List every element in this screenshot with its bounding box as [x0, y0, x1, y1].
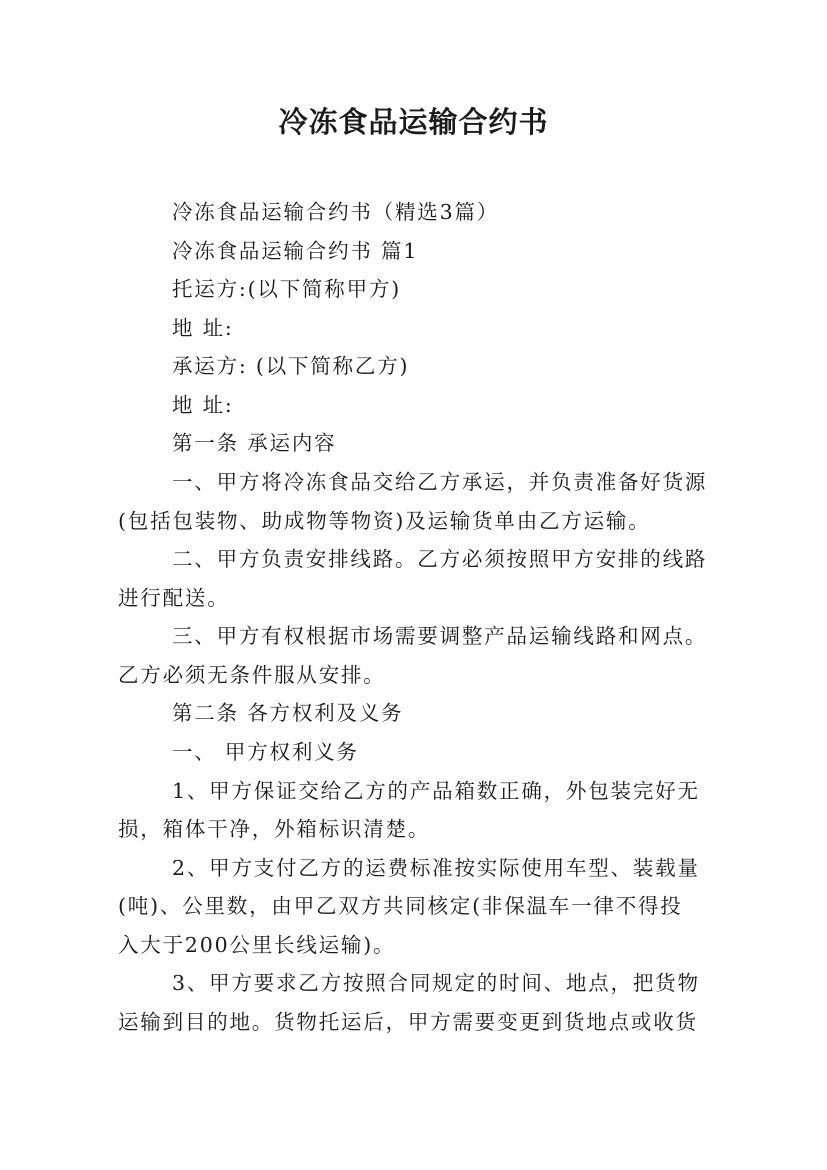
text-line-article-2: 第二条 各方权利及义务 — [172, 701, 404, 725]
text-line: 三、甲方有权根据市场需要调整产品运输线路和网点。 — [172, 624, 708, 648]
text-line-address: 地 址: — [172, 316, 234, 340]
text-line-shipper: 托运方:(以下简称甲方) — [172, 277, 402, 301]
text-line: 3、甲方要求乙方按照合同规定的时间、地点，把货物 — [172, 971, 700, 995]
text-line: 一、 甲方权利义务 — [172, 740, 359, 764]
text-line: 2、甲方支付乙方的运费标准按实际使用车型、装载量 — [172, 856, 700, 880]
text-line: (吨)、公里数，由甲乙双方共同核定(非保温车一律不得投 — [118, 894, 683, 918]
text-line: (包括包装物、助成物等物资)及运输货单由乙方运输。 — [118, 509, 651, 533]
text-line-address: 地 址: — [172, 393, 234, 417]
text-line: 进行配送。 — [118, 586, 230, 610]
text-line: 一、甲方将冷冻食品交给乙方承运，并负责准备好货源 — [172, 470, 708, 494]
text-line-heading: 冷冻食品运输合约书（精选3篇） — [172, 200, 500, 224]
text-line-article-1: 第一条 承运内容 — [172, 431, 337, 455]
text-line: 入大于200公里长线运输)。 — [118, 933, 396, 957]
text-line: 二、甲方负责安排线路。乙方必须按照甲方安排的线路 — [172, 547, 708, 571]
text-line: 运输到目的地。货物托运后，甲方需要变更到货地点或收货 — [118, 1010, 698, 1034]
text-line: 乙方必须无条件服从安排。 — [118, 663, 386, 687]
text-line: 1、甲方保证交给乙方的产品箱数正确，外包装完好无 — [172, 779, 700, 803]
text-line-subheading: 冷冻食品运输合约书 篇1 — [172, 239, 419, 263]
document-title: 冷冻食品运输合约书 — [278, 105, 549, 139]
text-line-carrier: 承运方: (以下简称乙方) — [172, 354, 410, 378]
text-line: 损，箱体干净，外箱标识清楚。 — [118, 817, 431, 841]
